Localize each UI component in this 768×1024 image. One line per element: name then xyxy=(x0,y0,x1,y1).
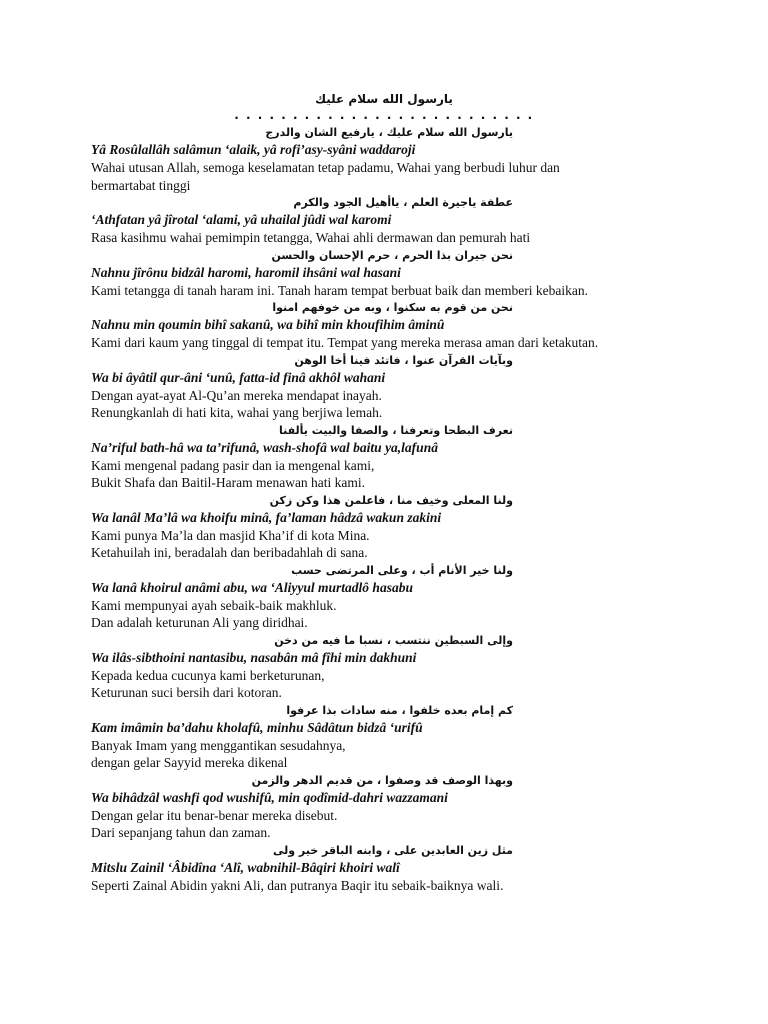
transliteration-line: Na’riful bath-hâ wa ta’rifunâ, wash-shofâ wal baitu ya,lafunâ xyxy=(91,439,438,455)
arabic-verse: وبهذا الوصف قد وصفوا ، من قديم الدهر والزمن xyxy=(251,773,513,787)
verse-block xyxy=(0,842,768,895)
transliteration-line: Nahnu min qoumin bihî sakanû, wa bihî min khoufihim âminû xyxy=(91,317,445,332)
translation-text xyxy=(0,159,651,194)
translation-line: Kami dari kaum yang tinggal di tempat itu. Tempat yang mereka merasa aman dari ketakutan. xyxy=(91,335,599,350)
translation-line: Kami mempunyai ayah sebaik-baik makhluk. xyxy=(91,597,337,613)
verse-block xyxy=(0,702,768,772)
verse-block xyxy=(0,632,768,702)
verse-block xyxy=(0,247,768,300)
translation-text xyxy=(0,457,651,492)
arabic-verse: وإلى السبطين ننتسب ، نسبا ما فيه من دخن xyxy=(274,633,513,647)
arabic-verse: نحن من قوم به سكنوا ، وبه من خوفهم امنوا xyxy=(272,301,513,314)
arabic-verse: عطفة ياجيرة العلم ، ياأهيل الجود والكرم xyxy=(293,196,513,209)
translation-text xyxy=(0,387,651,422)
transliteration-line: Wa bi âyâtil qur-âni ‘unû, fatta-id finâ akhôl wahani xyxy=(91,369,386,385)
verse-block xyxy=(0,772,768,842)
translation-line: Banyak Imam yang menggantikan sesudahnya, xyxy=(91,737,346,753)
arabic-verse: وبآيات القرآن عنوا ، فاتئد فينا أخا الوهن xyxy=(294,353,513,367)
translation-line: Kepada kedua cucunya kami berketurunan, xyxy=(91,667,325,683)
verse-block xyxy=(0,194,768,247)
arabic-verse: يارسول الله سلام عليك ، يارفيع الشان والدرج xyxy=(265,126,513,139)
translation-line: Dengan ayat-ayat Al-Qu’an mereka mendapat inayah. xyxy=(91,387,382,403)
translation-text xyxy=(0,229,651,247)
translation-line: Keturunan suci bersih dari kotoran. xyxy=(91,685,282,700)
translation-line: Kami mengenal padang pasir dan ia mengenal kami, xyxy=(91,457,375,473)
arabic-verse: مثل زين العابدين على ، وابنه الباقر خير ولى xyxy=(272,843,513,857)
verse-block xyxy=(0,352,768,422)
transliteration-line: Wa lanâ khoirul anâmi abu, wa ‘Aliyyul murtadlô hasabu xyxy=(91,579,413,595)
translation-line: Kami tetangga di tanah haram ini. Tanah haram tempat berbuat baik dan memberi kebaikan. xyxy=(91,282,588,298)
translation-line: Kami punya Ma’la dan masjid Kha’if di kota Mina. xyxy=(91,527,370,543)
arabic-verse: ولنا خير الأنام أب ، وعلى المرتضى حسب xyxy=(291,563,513,577)
verse-block xyxy=(0,124,768,194)
translation-line: Seperti Zainal Abidin yakni Ali, dan putranya Baqir itu sebaik-baiknya wali. xyxy=(91,877,504,893)
transliteration-line: Kam imâmin ba’dahu kholafû, minhu Sâdâtun bidzâ ‘urifû xyxy=(91,719,423,735)
verse-block xyxy=(0,422,768,492)
arabic-verse: نعرف البطحا وتعرفنا ، والصفا والبيت يألفنا xyxy=(278,423,513,437)
verse-block xyxy=(0,562,768,632)
arabic-verse: ولنا المعلى وخيف منا ، فاعلمن هذا وكن زكن xyxy=(269,493,513,507)
translation-text xyxy=(0,597,651,632)
translation-line: dengan gelar Sayyid mereka dikenal xyxy=(91,755,288,770)
translation-line: Dengan gelar itu benar-benar mereka disebut. xyxy=(91,807,338,823)
translation-text xyxy=(0,807,651,842)
translation-line: Dan adalah keturunan Ali yang diridhai. xyxy=(91,615,308,630)
transliteration-line: ‘Athfatan yâ jîrotal ‘alami, yâ uhailal jûdi wal karomi xyxy=(91,212,392,227)
translation-line: Bukit Shafa dan Baitil-Haram menawan hati kami. xyxy=(91,475,366,490)
translation-line: Wahai utusan Allah, semoga keselamatan tetap padamu, Wahai yang berbudi luhur dan xyxy=(91,160,560,175)
translation-text xyxy=(0,737,651,772)
translation-text xyxy=(0,877,651,895)
arabic-verse: كم إمام بعده خلفوا ، منه سادات بذا عرفوا xyxy=(286,703,513,717)
transliteration-line: Wa ilâs-sibthoini nantasibu, nasabân mâ fîhi min dakhuni xyxy=(91,649,417,665)
translation-line: bermartabat tinggi xyxy=(91,177,191,193)
translation-line: Renungkanlah di hati kita, wahai yang berjiwa lemah. xyxy=(91,405,383,420)
transliteration-line: Nahnu jîrônu bidzâl haromi, haromil ihsâni wal hasani xyxy=(91,264,401,280)
arabic-verse: نحن جيران بذا الحرم ، حرم الإحسان والحسن xyxy=(271,248,513,262)
transliteration-line: Mitslu Zainil ‘Âbidîna ‘Alî, wabnihil-Bâqiri khoiri walî xyxy=(91,859,400,875)
translation-text xyxy=(0,334,651,352)
translation-line: Rasa kasihmu wahai pemimpin tetangga, Wahai ahli dermawan dan pemurah hati xyxy=(91,230,531,245)
translation-line: Ketahuilah ini, beradalah dan beribadahlah di sana. xyxy=(91,545,368,560)
transliteration-line: Wa lanâl Ma’lâ wa khoifu minâ, fa’laman hâdzâ wakun zakini xyxy=(91,509,442,525)
transliteration-line: Yâ Rosûlallâh salâmun ‘alaik, yâ rofi’asy-syâni waddaroji xyxy=(91,142,416,157)
transliteration-line: Wa bihâdzâl washfi qod wushifû, min qodîmid-dahri wazzamani xyxy=(91,789,448,805)
translation-line: Dari sepanjang tahun dan zaman. xyxy=(91,825,271,840)
verse-block xyxy=(0,299,768,352)
dotted-separator: . . . . . . . . . . . . . . . . . . . . . . . . . . xyxy=(234,108,534,122)
poem-title: يارسول الله سلام عليك xyxy=(315,92,453,106)
verse-block xyxy=(0,492,768,562)
verse-list xyxy=(0,124,768,894)
translation-text xyxy=(0,527,651,562)
translation-text xyxy=(0,667,651,702)
translation-text xyxy=(0,282,651,300)
